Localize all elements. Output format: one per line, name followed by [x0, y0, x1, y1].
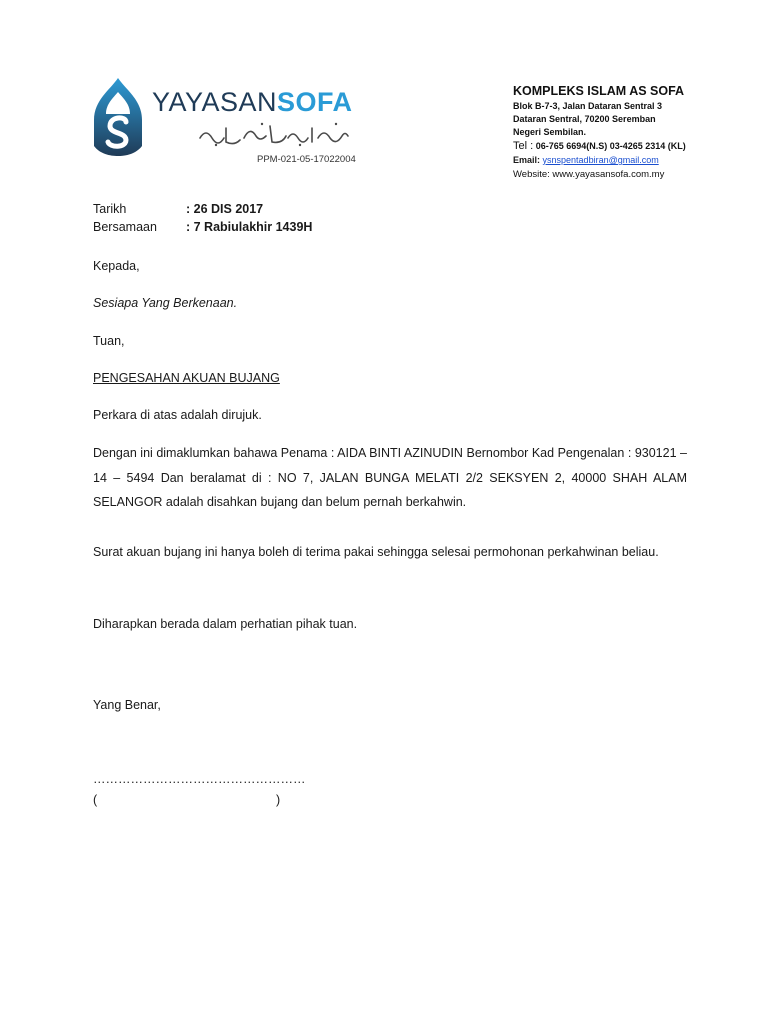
- arabic-calligraphy-logo: [196, 120, 352, 148]
- addressee-label: Kepada,: [93, 259, 140, 273]
- reference-line: Perkara di atas adalah dirujuk.: [93, 408, 262, 422]
- name-bracket-close: ): [276, 793, 281, 807]
- date-label: Tarikh: [93, 202, 127, 216]
- date-value: : 26 DIS 2017: [186, 202, 264, 216]
- org-address-line-3: Negeri Sembilan.: [513, 127, 587, 137]
- logo-word-light: YAYASAN: [152, 87, 278, 117]
- signature-line: ……………………………………………: [93, 772, 306, 786]
- email-link[interactable]: ysnspentadbiran@gmail.com: [542, 155, 659, 165]
- reference-number: PPM-021-05-17022004: [257, 154, 356, 165]
- letter-subject: PENGESAHAN AKUAN BUJANG: [93, 371, 280, 385]
- org-address-line-2: Dataran Sentral, 70200 Seremban: [513, 114, 656, 124]
- hijri-date-value: : 7 Rabiulakhir 1439H: [186, 220, 313, 234]
- tel-label: Tel :: [513, 140, 534, 152]
- yayasan-sofa-logo-icon: [92, 76, 144, 156]
- org-email: [513, 155, 659, 165]
- org-website: Website: www.yayasansofa.com.my: [513, 169, 665, 180]
- closing: Yang Benar,: [93, 698, 161, 712]
- paragraph-closing-note: Diharapkan berada dalam perhatian pihak tuan.: [93, 617, 358, 631]
- hijri-date-label: Bersamaan: [93, 220, 157, 234]
- name-bracket-open: (: [93, 793, 98, 807]
- logo-word-bold: SOFA: [277, 87, 353, 117]
- tel-value: 06-765 6694(N.S) 03-4265 2314 (KL): [535, 141, 686, 151]
- org-telephone: [513, 140, 686, 152]
- paragraph-validity: Surat akuan bujang ini hanya boleh di terima pakai sehingga selesai permohonan perkahwinan beliau.: [93, 545, 659, 559]
- org-address-line-1: Blok B-7-3, Jalan Dataran Sentral 3: [513, 101, 663, 111]
- email-label: Email:: [513, 155, 541, 165]
- salutation: Tuan,: [93, 334, 125, 348]
- org-name: KOMPLEKS ISLAM AS SOFA: [513, 84, 685, 98]
- logo-wordmark: [152, 89, 353, 116]
- paragraph-confirmation: Dengan ini dimaklumkan bahawa Penama : AIDA BINTI AZINUDIN Bernombor Kad Pengenalan : 930121 – 14 – 5494 Dan beralamat di : NO 7, JALAN BUNGA MELATI 2/2 SEKSYEN 2, 40000 SHAH ALAM SELANGOR adalah disahkan bujang dan belum pernah berkahwin.: [93, 446, 687, 509]
- recipient: Sesiapa Yang Berkenaan.: [93, 296, 238, 310]
